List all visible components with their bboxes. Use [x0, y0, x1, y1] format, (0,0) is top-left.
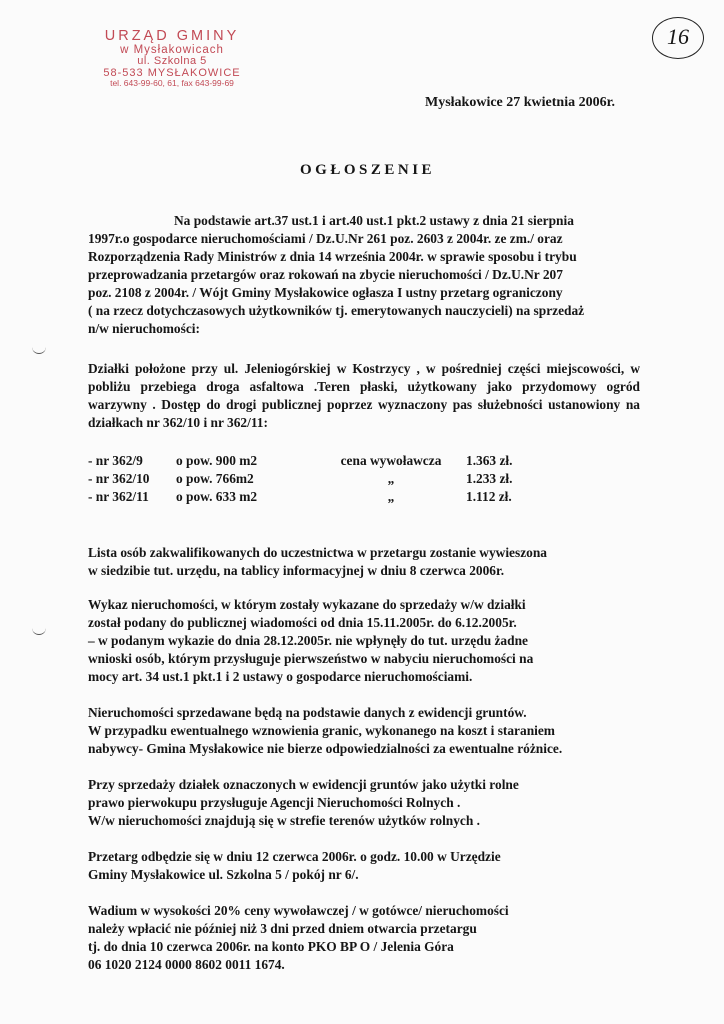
text-line: prawo pierwokupu przysługuje Agencji Nieruchomości Rolnych . [88, 795, 461, 810]
text-line: n/w nieruchomości: [88, 321, 200, 336]
deposit-paragraph [88, 902, 640, 974]
text-line: ( na rzecz dotychczasowych użytkowników tj. emerytowanych nauczycieli) na sprzedaż [88, 303, 585, 318]
text-line: Rozporządzenia Rady Ministrów z dnia 14 września 2004r. w sprawie sposobu i trybu [88, 249, 577, 264]
table-row [88, 470, 513, 488]
text-line: Lista osób zakwalifikowanych do uczestnictwa w przetargu zostanie wywieszona [88, 545, 547, 560]
stamp-locality: w Mysłakowicach [120, 44, 224, 57]
stamp-street: ul. Szkolna 5 [137, 55, 207, 68]
text-line: W przypadku ewentualnego wznowienia granic, wykonanego na koszt i staraniem [88, 723, 555, 738]
auction-date-paragraph [88, 848, 640, 884]
text-line: należy wpłacić nie później niż 3 dni przed dniem otwarcia przetargu [88, 921, 477, 936]
text-line: Przetarg odbędzie się w dniu 12 czerwca 2006r. o godz. 10.00 w Urzędzie [88, 849, 501, 864]
text-line: wnioski osób, którym przysługuje pierwszeństwo w nabyciu nieruchomości na [88, 651, 534, 666]
stamp-phone: tel. 643-99-60, 61, fax 643-99-69 [110, 78, 234, 89]
punch-hole-mark [32, 345, 46, 354]
text-line: poz. 2108 z 2004r. / Wójt Gminy Mysłakowice ogłasza I ustny przetarg ograniczony [88, 285, 563, 300]
text-line: Nieruchomości sprzedawane będą na podstawie danych z ewidencji gruntów. [88, 705, 527, 720]
document-title: OGŁOSZENIE [300, 162, 436, 178]
text-line: tj. do dnia 10 czerwca 2006r. na konto PKO BP O / Jelenia Góra [88, 939, 454, 954]
punch-hole-mark [32, 626, 46, 635]
price-label: „ [387, 471, 395, 486]
text-line: Na podstawie art.37 ust.1 i art.40 ust.1 pkt.2 ustawy z dnia 21 sierpnia [174, 213, 574, 228]
text-line: przeprowadzania przetargów oraz rokowań na zbycie nieruchomości / Dz.U.Nr 207 [88, 267, 563, 282]
text-line: W/w nieruchomości znajdują się w strefie terenów użytków rolnych . [88, 813, 481, 828]
stamp-office-name: URZĄD GMINY [104, 28, 240, 44]
plot-description: Działki położone przy ul. Jeleniogórskiej w Kostrzycy , w pośredniej części miejscowości, w pobliżu przebiega droga asfaltowa .Teren płaski, użytkowany jako przydomowy ogród warzywny . Dostęp do drogi publicznej poprzez wyznaczony pas służebności ustanowiony na działkach nr 362/10 i nr 362/11: [88, 361, 640, 430]
qualification-paragraph [88, 544, 640, 580]
plot-number: - nr 362/11 [88, 489, 149, 504]
plot-price: 1.112 zł. [466, 489, 512, 504]
document-date: Mysłakowice 27 kwietnia 2006r. [425, 95, 616, 110]
plot-number: - nr 362/10 [88, 471, 150, 486]
office-stamp [82, 29, 262, 88]
text-line: 06 1020 2124 0000 8602 0011 1674. [88, 957, 285, 972]
table-row [88, 452, 513, 470]
intro-paragraph [88, 212, 640, 338]
pre-emption-paragraph [88, 776, 640, 830]
plot-table [88, 452, 513, 506]
text-line: Przy sprzedaży działek oznaczonych w ewidencji gruntów jako użytki rolne [88, 777, 519, 792]
plot-price: 1.363 zł. [466, 453, 513, 468]
table-row [88, 488, 513, 506]
text-line: został podany do publicznej wiadomości od dnia 15.11.2005r. do 6.12.2005r. [88, 615, 517, 630]
price-label: „ [387, 489, 395, 504]
land-registry-paragraph [88, 704, 640, 758]
page-number: 16 [652, 17, 704, 59]
text-line: – w podanym wykazie do dnia 28.12.2005r. nie wpłynęły do tut. urzędu żadne [88, 633, 528, 648]
price-label: cena wywoławcza [340, 453, 442, 468]
plot-area: o pow. 900 m2 [176, 453, 258, 468]
document-body [88, 212, 640, 974]
text-line: w siedzibie tut. urzędu, na tablicy informacyjnej w dniu 8 czerwca 2006r. [88, 563, 505, 578]
plot-price: 1.233 zł. [466, 471, 513, 486]
stamp-postcode: 58-533 MYSŁAKOWICE [103, 66, 241, 79]
text-line: mocy art. 34 ust.1 pkt.1 i 2 ustawy o gospodarce nieruchomościami. [88, 669, 473, 684]
text-line: nabywcy- Gmina Mysłakowice nie bierze odpowiedzialności za ewentualne różnice. [88, 741, 563, 756]
plot-number: - nr 362/9 [88, 453, 143, 468]
text-line: 1997r.o gospodarce nieruchomościami / Dz.U.Nr 261 poz. 2603 z 2004r. ze zm./ oraz [88, 231, 563, 246]
plot-area: o pow. 633 m2 [176, 489, 258, 504]
text-line: Wykaz nieruchomości, w którym zostały wykazane do sprzedaży w/w działki [88, 597, 526, 612]
listing-paragraph [88, 596, 640, 686]
text-line: Gminy Mysłakowice ul. Szkolna 5 / pokój nr 6/. [88, 867, 359, 882]
plot-area: o pow. 766m2 [176, 471, 254, 486]
text-line: Wadium w wysokości 20% ceny wywoławczej / w gotówce/ nieruchomości [88, 903, 509, 918]
